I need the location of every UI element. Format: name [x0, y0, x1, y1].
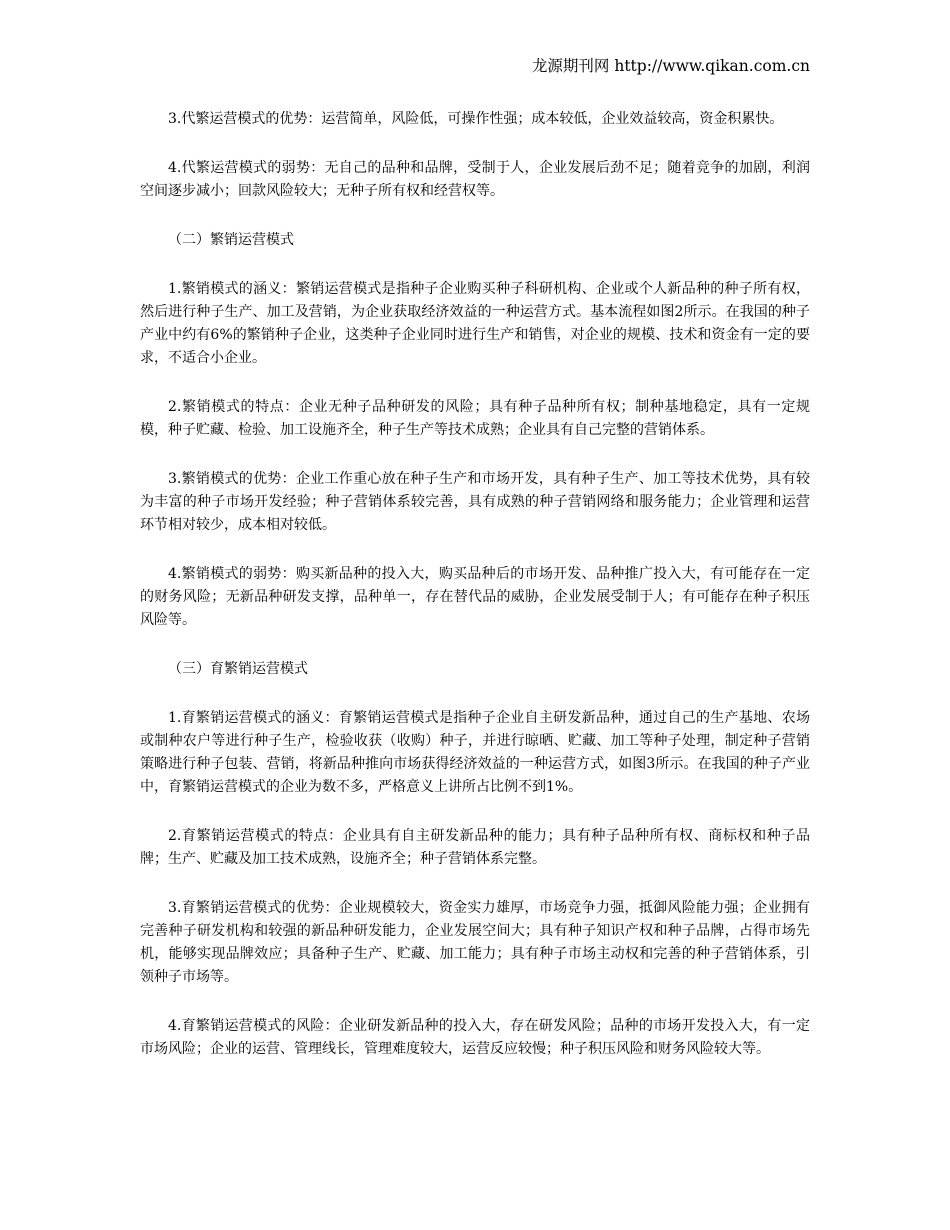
document-body	[140, 108, 810, 1087]
section-title-fanxiao: （二）繁销运营模式	[168, 232, 294, 248]
paragraph-yufanxiao-advantages: 3.育繁销运营模式的优势：企业规模较大，资金实力雄厚，市场竞争力强，抵御风险能力强；企业拥有完善种子研发机构和较强的新品种研发能力，企业发展空间大；具有种子知识产权和种子品牌，占得市场先机，能够实现品牌效应；具备种子生产、贮藏、加工能力；具有种子市场主动权和完善的种子营销体系，引领种子市场等。	[140, 900, 810, 985]
section-title-yufanxiao: （三）育繁销运营模式	[168, 661, 308, 677]
journal-header: 龙源期刊网 http://www.qikan.com.cn	[531, 57, 810, 75]
paragraph-yufanxiao-risks: 4.育繁销运营模式的风险：企业研发新品种的投入大，存在研发风险；品种的市场开发投入大，有一定市场风险；企业的运营、管理线长，管理难度较大，运营反应较慢；种子积压风险和财务风险较大等。	[140, 1018, 810, 1057]
paragraph-fanxiao-features: 2.繁销模式的特点：企业无种子品种研发的风险；具有种子品种所有权；制种基地稳定，具有一定规模，种子贮藏、检验、加工设施齐全，种子生产等技术成熟；企业具有自己完整的营销体系。	[140, 399, 810, 438]
paragraph-daifan-weaknesses: 4.代繁运营模式的弱势：无自己的品种和品牌，受制于人，企业发展后劲不足；随着竞争的加剧，利润空间逐步减小；回款风险较大；无种子所有权和经营权等。	[140, 160, 810, 199]
paragraph-fanxiao-weaknesses: 4.繁销模式的弱势：购买新品种的投入大，购买品种后的市场开发、品种推广投入大，有可能存在一定的财务风险；无新品种研发支撑，品种单一，存在替代品的威胁，企业发展受制于人；有可能存在种子积压风险等。	[140, 566, 810, 628]
paragraph-daifan-advantages: 3.代繁运营模式的优势：运营简单，风险低，可操作性强；成本较低，企业效益较高，资金积累快。	[168, 111, 784, 127]
paragraph-yufanxiao-definition: 1.育繁销运营模式的涵义：育繁销运营模式是指种子企业自主研发新品种，通过自己的生产基地、农场或制种农户等进行种子生产，检验收获（收购）种子，并进行晾晒、贮藏、加工等种子处理，制定种子营销策略进行种子包装、营销，将新品种推向市场获得经济效益的一种运营方式，如图3所示。在我国的种子产业中，育繁销运营模式的企业为数不多，严格意义上讲所占比例不到1%。	[140, 710, 810, 795]
paragraph-fanxiao-definition: 1.繁销模式的涵义：繁销运营模式是指种子企业购买种子科研机构、企业或个人新品种的种子所有权，然后进行种子生产、加工及营销，为企业获取经济效益的一种运营方式。基本流程如图2所示。在我国的种子产业中约有6%的繁销种子企业，这类种子企业同时进行生产和销售，对企业的规模、技术和资金有一定的要求，不适合小企业。	[140, 281, 810, 366]
paragraph-fanxiao-advantages: 3.繁销模式的优势：企业工作重心放在种子生产和市场开发，具有种子生产、加工等技术优势，具有较为丰富的种子市场开发经验；种子营销体系较完善，具有成熟的种子营销网络和服务能力；企业管理和运营环节相对较少，成本相对较低。	[140, 471, 810, 533]
paragraph-yufanxiao-features: 2.育繁销运营模式的特点：企业具有自主研发新品种的能力；具有种子品种所有权、商标权和种子品牌；生产、贮藏及加工技术成熟，设施齐全；种子营销体系完整。	[140, 828, 810, 867]
